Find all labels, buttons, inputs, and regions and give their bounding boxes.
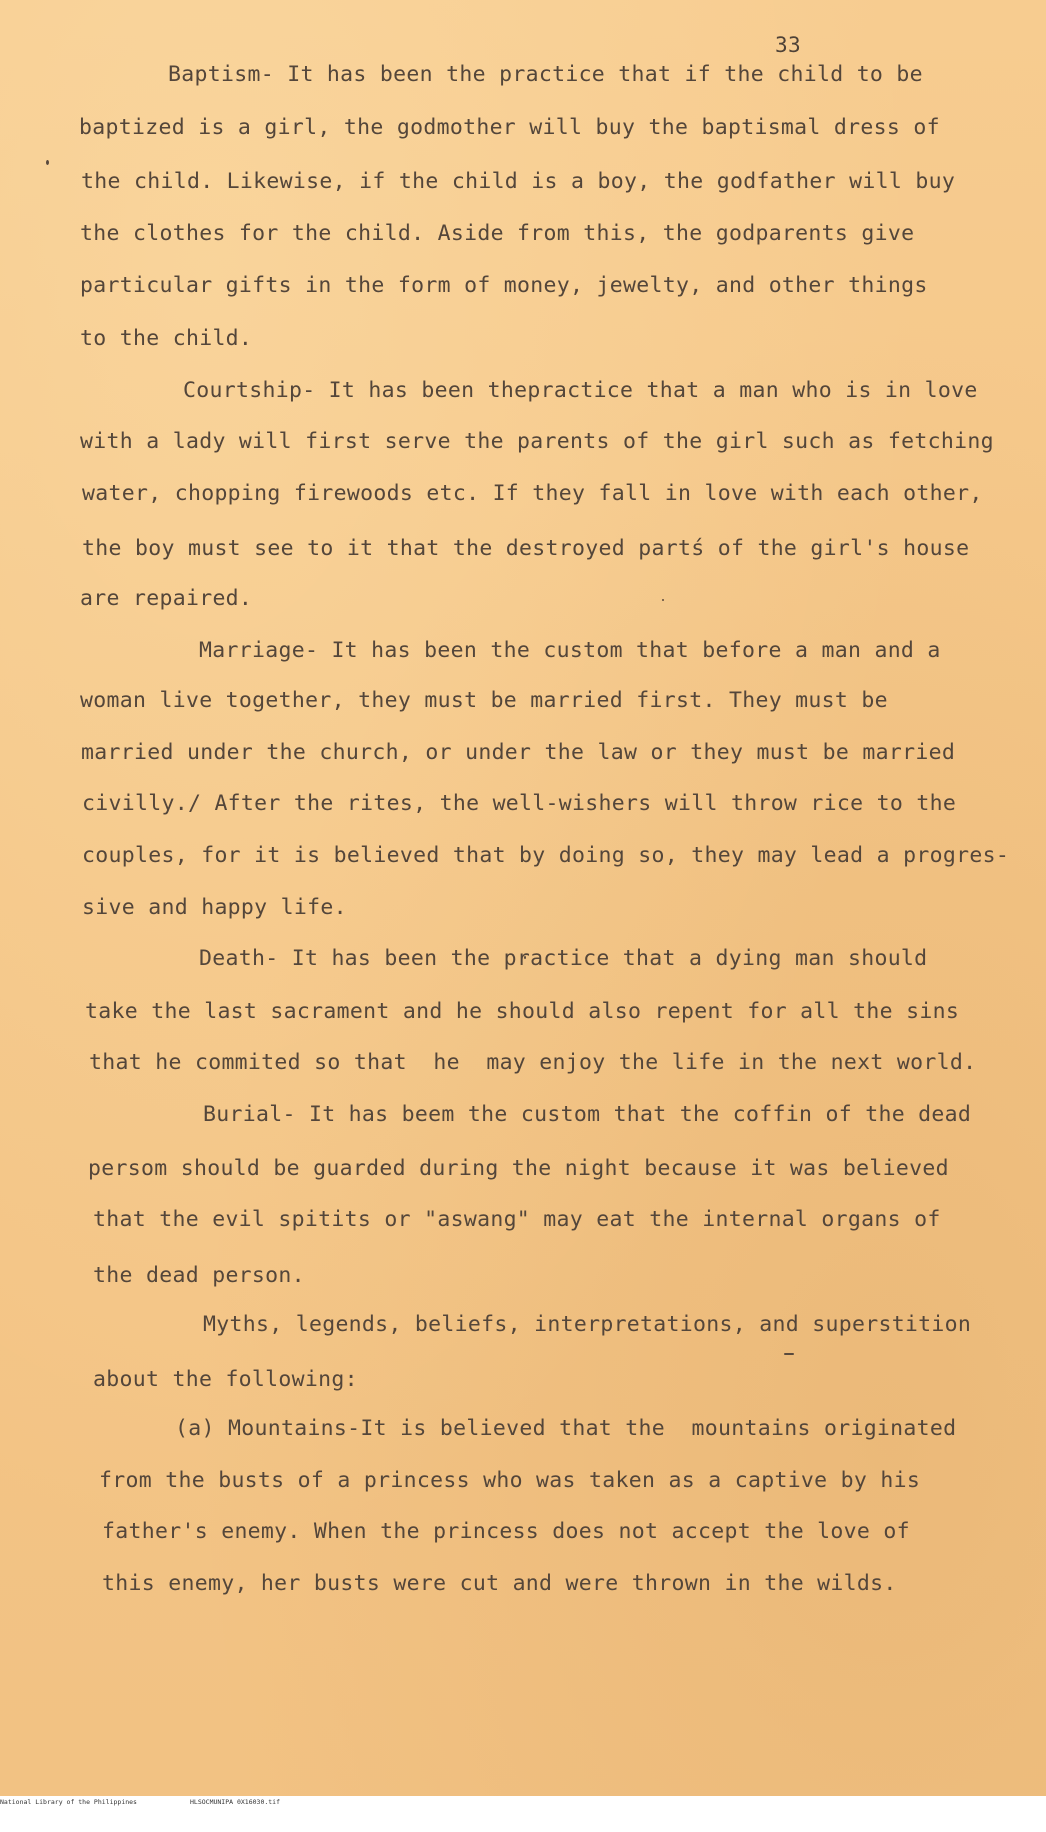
text-line: Courtship- It has been thepractice that a man who is in love [183,378,978,403]
text-line: couples, for it is believed that by doing so, they may lead a progres- [82,843,1010,868]
text-line: particular gifts in the form of money, jewelty, and other things [80,273,928,298]
text-line: Myths, legends, beliefs, interpretations, and superstition [203,1312,972,1337]
text-line: take the last sacrament and he should also repent for all the sins [85,999,960,1024]
text-line: this enemy, her busts were cut and were thrown in the wilds. [102,1571,897,1596]
text-line: with a lady will first serve the parents of the girl such as fetching [80,429,994,454]
text-line: sive and happy life. [82,895,347,920]
text-line: Baptism- It has been the practice that if the child to be [168,62,923,87]
text-line: the dead person. [93,1263,305,1288]
text-line: Death- It has been the practice that a dying man should [199,946,928,971]
text-line: married under the church, or under the law or they must be married [81,740,956,765]
text-line: father's enemy. When the princess does not accept the love of [102,1519,910,1544]
ink-speck [46,160,49,165]
text-line: the boy must see to it that the destroyed partś of the girl's house [82,536,970,561]
text-line: (a) Mountains-It is believed that the mountains originated [175,1416,957,1441]
ink-speck [662,599,664,601]
text-line: Burial- It has beem the custom that the coffin of the dead [203,1102,972,1127]
text-line: are repaired. [80,586,253,611]
footer-institution: National Library of the Philippines [0,1798,137,1806]
text-line: the child. Likewise, if the child is a boy, the godfather will buy [81,169,956,194]
scan-footer [0,1796,1046,1808]
text-line: civilly./ After the rites, the well-wishers will throw rice to the [82,791,957,816]
ink-speck [784,1353,794,1355]
text-line: the clothes for the child. Aside from this, the godparents give [80,221,915,246]
text-line: to the child. [80,326,253,351]
text-line: woman live together, they must be married first. They must be [80,688,888,713]
text-line: persom should be guarded during the night because it was believed [88,1156,949,1181]
text-line: from the busts of a princess who was taken as a captive by his [99,1468,921,1493]
footer-file-id: HLSOCMUNIPA 0X16030.tif [190,1798,281,1806]
text-line: baptized is a girl, the godmother will buy the baptismal dress of [79,115,940,140]
text-line: water, chopping firewoods etc. If they fall in love with each other, [82,481,983,506]
text-line: Marriage- It has been the custom that before a man and a [199,638,941,663]
page-number: 33 [775,33,801,57]
text-line: that he commited so that he may enjoy the life in the next world. [89,1050,977,1075]
text-line: about the following: [93,1367,358,1392]
text-line: that the evil spitits or "aswang" may eat the internal organs of [93,1207,941,1232]
